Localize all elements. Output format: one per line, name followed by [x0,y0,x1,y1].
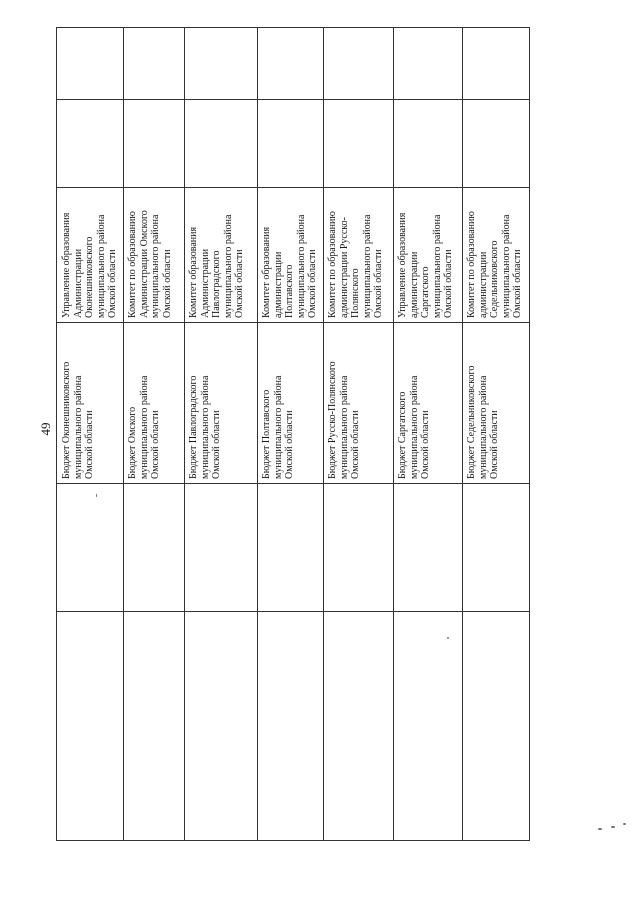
text-line: Бюджет Седельниковского [466,365,477,479]
column-divider [57,322,529,323]
text-line: администрации [477,251,489,318]
text-line: муниципального района [199,375,211,479]
body-cell [61,192,121,318]
body-cell [466,192,526,318]
budget-cell [397,328,459,479]
text-line: Комитет образования [188,226,199,318]
rotated-table [56,27,530,841]
scan-speck [611,826,615,828]
text-line: Седельниковского [489,240,500,318]
text-line: Администрации [199,248,211,318]
body-cell [127,192,183,318]
budget-cell [127,328,183,479]
text-line: Полянского [350,268,361,318]
row-divider [257,28,258,840]
text-line: Бюджет Омского [127,406,138,479]
text-line: Полтавского [284,264,295,318]
text-line: Комитет образования [261,226,272,318]
body-cell [397,192,459,318]
text-line: муниципального района [500,214,512,318]
text-line: Омской области [150,410,161,479]
text-line: Омской области [489,410,500,479]
text-line: муниципального района [431,214,443,318]
text-line: муниципального района [295,214,307,318]
row-divider [184,28,185,840]
budget-cell [466,328,526,479]
text-line: Администрации Омского [138,210,150,318]
column-divider [57,611,529,612]
text-line: муниципального района [222,214,234,318]
text-line: Саргатского [420,266,431,318]
budget-cell [261,328,321,479]
text-line: Управление образования [397,212,408,318]
text-line: Оконешниковского [84,236,95,318]
text-line: Омской области [307,249,318,318]
text-line: муниципального района [272,375,284,479]
row-divider [393,28,394,840]
row-divider [462,28,463,840]
text-line: Бюджет Русско-Полянского [327,361,338,479]
budget-cell [327,328,391,479]
text-line: Омской области [284,410,295,479]
text-line: Омской области [443,249,454,318]
text-line: муниципального района [138,375,150,479]
column-divider [57,187,529,188]
scan-speck [96,494,97,497]
text-line: муниципального района [477,375,489,479]
text-line: Омской области [373,249,384,318]
text-line: Омской области [234,249,245,318]
column-divider [57,99,529,100]
text-line: муниципального района [338,375,350,479]
text-line: Управление образования [61,212,72,318]
text-line: администрации [272,251,284,318]
text-line: администрации Русско- [338,217,350,318]
text-line: Омской области [84,410,95,479]
text-line: муниципального района [408,375,420,479]
text-line: Омской области [350,410,361,479]
budget-cell [188,328,254,479]
text-line: Бюджет Павлоградского [188,375,199,479]
text-line: Комитет по образованию [127,211,138,318]
scan-speck [623,823,626,825]
text-line: Омской области [512,249,523,318]
scan-speck [447,637,449,639]
text-line: муниципального района [150,214,161,318]
row-divider [323,28,324,840]
text-line: Бюджет Полтавского [261,389,272,479]
text-line: Омской области [107,249,118,318]
text-line: Бюджет Саргатского [397,391,408,479]
text-line: муниципального района [72,375,84,479]
budget-cell [61,328,121,479]
page-number: 49 [38,422,53,436]
text-line: Администрации [72,248,84,318]
text-line: Омской области [211,410,222,479]
text-line: Бюджет Оконешниковского [61,361,72,479]
text-line: Омской области [161,249,173,318]
text-line: Комитет по образованию [466,211,477,318]
text-line: Павлоградского [211,250,222,318]
text-line: муниципального района [95,214,107,318]
body-cell [261,192,321,318]
body-cell [327,192,391,318]
scan-speck [598,828,602,830]
row-divider [123,28,124,840]
body-cell [188,192,254,318]
text-line: Омской области [420,410,431,479]
text-line: администрации [408,251,420,318]
column-divider [57,483,529,484]
text-line: муниципального района [361,214,373,318]
text-line: Комитет по образованию [327,211,338,318]
